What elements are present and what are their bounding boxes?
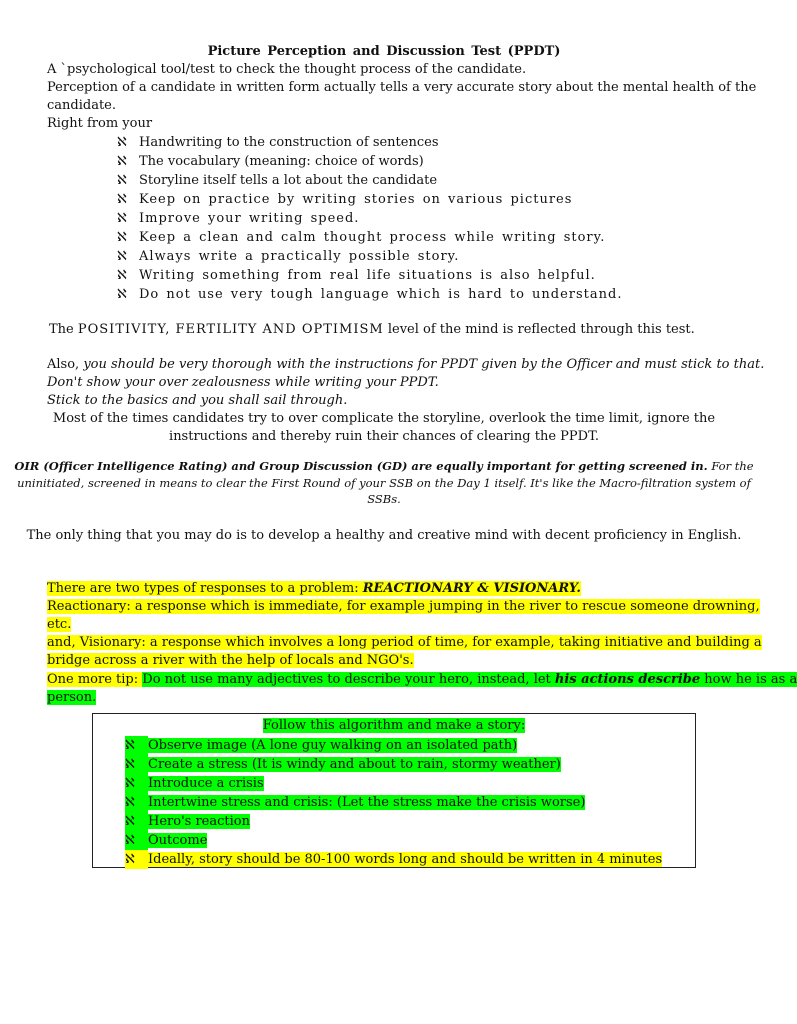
list-item: ℵ Keep a clean and calm thought process while writing story. — [117, 230, 606, 245]
list-item: ℵ Writing something from real life situations is also helpful. — [117, 268, 596, 283]
oir-line-1: OIR (Officer Intelligence Rating) and Group Discussion (GD) are equally important for getting screened in. For the — [14, 459, 754, 473]
list-item: ℵ Hero's reaction — [125, 814, 250, 829]
aleph-bullet-icon: ℵ — [117, 173, 127, 188]
intro-line-4: Right from your — [47, 116, 153, 131]
italic-line-1: Don't show your over zealousness while writing your PPDT. — [47, 375, 439, 390]
aleph-bullet-icon: ℵ — [125, 850, 148, 869]
list-item: ℵ Do not use very tough language which is hard to understand. — [117, 287, 623, 302]
most-line-2: instructions and thereby ruin their chances of clearing the PPDT. — [169, 429, 599, 444]
also-line: Also, you should be very thorough with the instructions for PPDT given by the Officer and must stick to that. — [47, 357, 765, 372]
oir-line-2: uninitiated, screened in means to clear the First Round of your SSB on the Day 1 itself. It's like the Macro-filtration system of — [17, 476, 751, 490]
most-line-1: Most of the times candidates try to over complicate the storyline, overlook the time limit, ignore the — [52, 411, 716, 426]
list-item: ℵ Handwriting to the construction of sentences — [117, 135, 439, 150]
responses-line-1: There are two types of responses to a problem: REACTIONARY & VISIONARY. — [47, 581, 581, 596]
algorithm-box — [92, 713, 696, 868]
aleph-bullet-icon: ℵ — [117, 154, 127, 169]
intro-line-3: candidate. — [47, 98, 117, 113]
aleph-bullet-icon: ℵ — [125, 736, 148, 755]
algorithm-steps — [125, 736, 662, 869]
aleph-bullet-icon: ℵ — [125, 755, 148, 774]
algorithm-title: Follow this algorithm and make a story: — [262, 718, 526, 733]
document-title: Picture Perception and Discussion Test (PPDT) — [207, 44, 561, 59]
aleph-bullet-icon: ℵ — [117, 268, 128, 283]
positivity-caps: POSITIVITY, FERTILITY AND OPTIMISM — [77, 322, 384, 337]
aleph-bullet-icon: ℵ — [117, 211, 128, 226]
responses-line-5: bridge across a river with the help of locals and NGO's. — [47, 653, 414, 668]
oir-line-3: SSBs. — [367, 492, 401, 506]
list-item: ℵ Ideally, story should be 80-100 words long and should be written in 4 minutes — [125, 852, 663, 867]
responses-line-2: Reactionary: a response which is immediate, for example jumping in the river to rescue someone drowning, — [47, 599, 760, 614]
list-item: ℵ Observe image (A lone guy walking on an isolated path) — [125, 738, 518, 753]
aleph-bullet-icon: ℵ — [125, 831, 148, 850]
aleph-bullet-icon: ℵ — [117, 135, 127, 150]
list-item: ℵ Outcome — [125, 833, 208, 848]
aleph-bullet-icon: ℵ — [125, 793, 148, 812]
list-item: ℵ Intertwine stress and crisis: (Let the stress make the crisis worse) — [125, 795, 586, 810]
italic-line-2: Stick to the basics and you shall sail through. — [47, 393, 348, 408]
aleph-bullet-icon: ℵ — [117, 249, 128, 264]
list-item: ℵ Keep on practice by writing stories on various pictures — [117, 192, 573, 207]
list-item: ℵ Introduce a crisis — [125, 776, 264, 791]
bullet-list — [117, 133, 623, 304]
responses-line-4: and, Visionary: a response which involves a long period of time, for example, taking initiative and building a — [47, 635, 762, 650]
responses-line-3: etc. — [47, 617, 72, 632]
positivity-paragraph: The POSITIVITY, FERTILITY AND OPTIMISM level of the mind is reflected through this test. — [49, 322, 695, 337]
aleph-bullet-icon: ℵ — [125, 812, 148, 831]
tip-line-2: person. — [47, 690, 97, 705]
aleph-bullet-icon: ℵ — [117, 287, 128, 302]
list-item: ℵ Always write a practically possible story. — [117, 249, 460, 264]
aleph-bullet-icon: ℵ — [125, 774, 148, 793]
only-thing-paragraph: The only thing that you may do is to develop a healthy and creative mind with decent proficiency in English. — [26, 528, 742, 543]
tip-line-1: One more tip: Do not use many adjectives to describe your hero, instead, let his actions describe how he is as a — [47, 672, 797, 687]
aleph-bullet-icon: ℵ — [117, 192, 128, 207]
list-item: ℵ Create a stress (It is windy and about to rain, stormy weather) — [125, 757, 561, 772]
list-item: ℵ Improve your writing speed. — [117, 211, 360, 226]
intro-line-1: A `psychological tool/test to check the thought process of the candidate. — [47, 62, 527, 77]
aleph-bullet-icon: ℵ — [117, 230, 128, 245]
list-item: ℵ The vocabulary (meaning: choice of words) — [117, 154, 424, 169]
list-item: ℵ Storyline itself tells a lot about the candidate — [117, 173, 438, 188]
intro-line-2: Perception of a candidate in written form actually tells a very accurate story about the mental health of the — [47, 80, 757, 95]
